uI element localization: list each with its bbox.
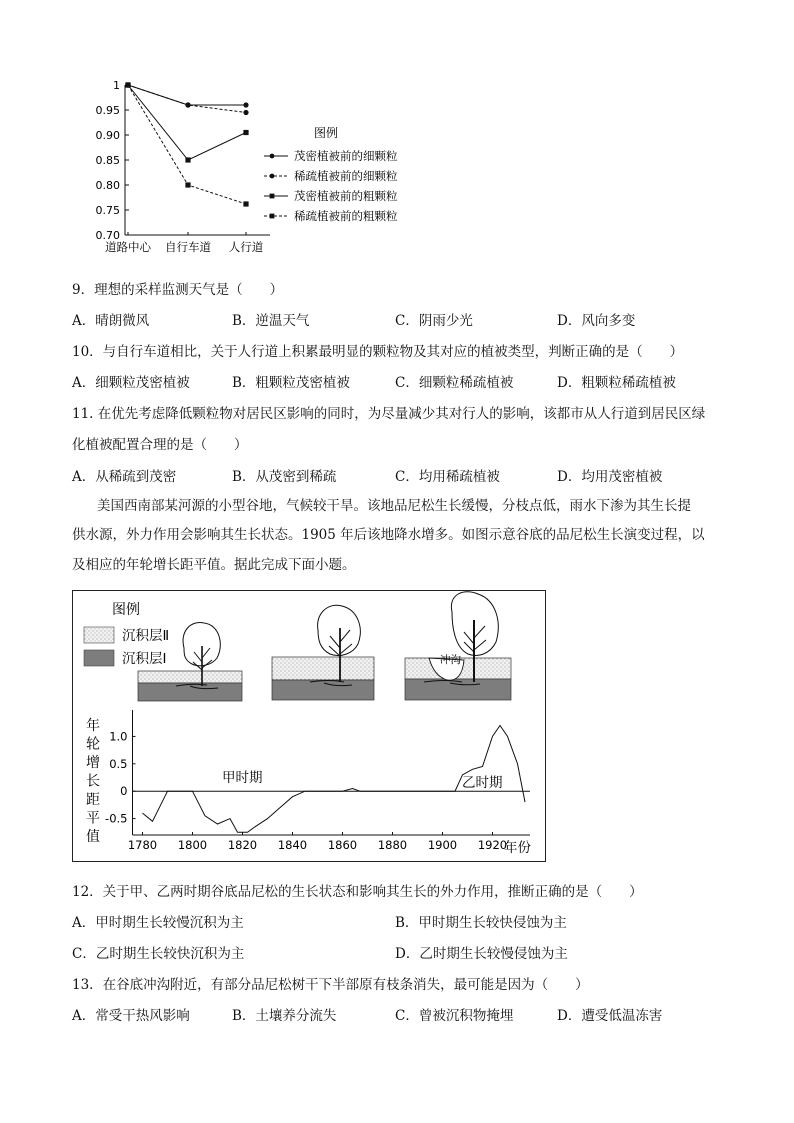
- chart1-legend: [264, 125, 398, 223]
- legend-swatch-layer1: [84, 650, 114, 666]
- chart1-point: [125, 82, 130, 87]
- chart1-series-3: [125, 82, 248, 162]
- chart1-y-tick-label: 0.85: [95, 154, 120, 167]
- ring-chart-x-tick-label: 1860: [327, 838, 358, 852]
- q9-option-d[interactable]: D．风向多变: [557, 313, 636, 329]
- chart1-y-tick-label: 1: [113, 79, 120, 92]
- q13-option-b[interactable]: B．土壤养分流失: [232, 1008, 337, 1024]
- legend-label-layer2: 沉积层Ⅱ: [122, 628, 170, 644]
- ring-chart-y-title-char: 年: [86, 718, 100, 734]
- q11-option-d[interactable]: D．均用茂密植被: [557, 469, 663, 485]
- passage-line1: 美国西南部某河源的小型谷地，气候较干旱。该地品尼松生长缓慢，分枝点低，雨水下渗为其生长提: [97, 498, 691, 514]
- chart1-y-ticks: [96, 79, 130, 242]
- chart1-series-4: [125, 82, 248, 206]
- chart1-point: [185, 157, 190, 162]
- chart1-axes: [125, 85, 270, 235]
- passage-line3: 及相应的年轮增长距平值。据此完成下面小题。: [72, 557, 356, 573]
- ring-chart-x-title: 年份: [504, 840, 531, 856]
- q10-option-a[interactable]: A．细颗粒茂密植被: [72, 375, 190, 391]
- period-yi-label: 乙时期: [462, 775, 503, 791]
- q12-option-b[interactable]: B．甲时期生长较快侵蚀为主: [395, 915, 567, 931]
- q9-option-a[interactable]: A．晴朗微风: [72, 313, 150, 329]
- q12-option-c[interactable]: C．乙时期生长较快沉积为主: [72, 946, 245, 962]
- q12-stem: 12．关于甲、乙两时期谷底品尼松的生长状态和影响其生长的外力作用，推断正确的是（ ）: [72, 884, 643, 900]
- chart1-point: [243, 130, 248, 135]
- ring-chart-axes: [133, 710, 531, 835]
- q10-option-c[interactable]: C．细颗粒稀疏植被: [395, 375, 514, 391]
- ring-chart-y-title-char: 轮: [86, 736, 100, 753]
- q11-option-b[interactable]: B．从茂密到稀疏: [232, 469, 337, 485]
- ring-chart-x-tick-label: 1780: [127, 838, 158, 852]
- legend-swatch-layer2: [84, 627, 114, 643]
- chart1-series-line: [128, 85, 246, 113]
- ring-chart-y-tick-label: -0.5: [105, 811, 128, 826]
- ring-chart-y-tick-label: 0: [120, 784, 128, 799]
- particle-ratio-chart: [80, 70, 440, 265]
- ring-chart-y-title-char: 值: [86, 829, 100, 845]
- chart1-y-tick-label: 0.75: [95, 204, 120, 217]
- gully-label: 冲沟: [440, 654, 461, 666]
- ring-chart-x-tick-label: 1820: [227, 838, 258, 852]
- chart1-legend-label: 茂密植被前的粗颗粒: [294, 189, 398, 203]
- ring-chart-y-title-char: 增: [86, 755, 100, 771]
- q11-option-c[interactable]: C．均用稀疏植被: [395, 469, 500, 485]
- chart1-series-2: [125, 82, 248, 115]
- period-jia-label: 甲时期: [222, 770, 263, 786]
- chart1-legend-label: 稀疏植被前的细颗粒: [294, 169, 398, 183]
- q10-stem: 10．与自行车道相比，关于人行道上积累最明显的颗粒物及其对应的植被类型，判断正确的是（ ）: [72, 344, 684, 360]
- q9-option-b[interactable]: B．逆温天气: [232, 313, 310, 329]
- chart1-legend-title: 图例: [314, 126, 339, 140]
- ring-chart-y-title-char: 距: [86, 792, 100, 808]
- legend-label-layer1: 沉积层Ⅰ: [122, 651, 167, 667]
- q11-option-a[interactable]: A．从稀疏到茂密: [72, 469, 177, 485]
- stage2-diagram: [272, 605, 374, 700]
- chart1-legend-marker: [270, 174, 275, 179]
- chart1-point: [185, 182, 190, 187]
- passage-line2: 供水源，外力作用会影响其生长状态。1905 年后该地降水增多。如图示意谷底的品尼松生长演变过程，以: [72, 527, 705, 543]
- chart1-y-tick-label: 0.90: [95, 129, 120, 142]
- q11-stem-line1: 11. 在优先考虑降低颗粒物对居民区影响的同时，为尽量减少其对行人的影响，该都市从人行道到居民区绿: [72, 406, 706, 422]
- q11-stem-line2: 化植被配置合理的是（ ）: [72, 437, 248, 453]
- ring-chart-y-tick-label: 1.0: [109, 729, 128, 744]
- q13-option-c[interactable]: C．曾被沉积物掩埋: [395, 1008, 514, 1024]
- chart1-point: [185, 102, 190, 107]
- pine-growth-figure: [72, 590, 546, 862]
- ring-chart-y-title-char: 平: [86, 810, 100, 827]
- ring-chart-x-tick-label: 1840: [277, 838, 308, 852]
- chart1-legend-label: 稀疏植被前的粗颗粒: [294, 209, 398, 223]
- chart1-x-tick-label: 自行车道: [165, 240, 211, 254]
- ring-chart-x-tick-label: 1900: [427, 838, 458, 852]
- chart1-series-line: [128, 85, 246, 160]
- ring-chart-x-tick-label: 1920: [477, 838, 508, 852]
- q9-stem: 9．理想的采样监测天气是（ ）: [72, 282, 284, 298]
- chart1-legend-marker: [270, 214, 275, 219]
- ring-chart-y-tick-label: 0.5: [109, 756, 128, 771]
- chart1-legend-label: 茂密植被前的细颗粒: [294, 149, 398, 163]
- chart1-x-tick-label: 道路中心: [105, 240, 151, 254]
- q9-option-c[interactable]: C．阴雨少光: [395, 313, 473, 329]
- q13-option-a[interactable]: A．常受干热风影响: [72, 1008, 190, 1024]
- ring-chart-y-title: [86, 717, 100, 845]
- chart1-y-tick-label: 0.95: [95, 104, 120, 117]
- chart1-point: [243, 102, 248, 107]
- ring-chart-y-title-char: 长: [86, 773, 100, 790]
- q10-option-b[interactable]: B．粗颗粒茂密植被: [232, 375, 350, 391]
- chart1-x-tick-label: 人行道: [228, 240, 264, 254]
- q10-option-d[interactable]: D．粗颗粒稀疏植被: [557, 375, 676, 391]
- q13-stem: 13．在谷底冲沟附近，有部分品尼松树干下半部原有枝条消失，最可能是因为（ ）: [72, 977, 589, 993]
- chart1-point: [243, 201, 248, 206]
- q12-option-a[interactable]: A．甲时期生长较慢沉积为主: [72, 915, 244, 931]
- stage3-diagram: [405, 592, 511, 700]
- chart1-legend-marker: [270, 154, 275, 159]
- chart1-legend-marker: [270, 194, 275, 199]
- chart1-y-tick-label: 0.80: [95, 179, 120, 192]
- ring-chart-x-tick-label: 1800: [177, 838, 208, 852]
- q12-option-d[interactable]: D．乙时期生长较慢侵蚀为主: [395, 946, 568, 962]
- chart1-y-tick-label: 0.70: [95, 229, 120, 242]
- chart1-series: [125, 82, 248, 206]
- ring-chart-x-tick-label: 1880: [377, 838, 408, 852]
- figure-legend-title: 图例: [112, 602, 140, 618]
- chart1-point: [243, 110, 248, 115]
- q13-option-d[interactable]: D．遭受低温冻害: [557, 1008, 663, 1024]
- chart1-series-line: [128, 85, 246, 105]
- ring-chart-y-ticks: [105, 729, 135, 825]
